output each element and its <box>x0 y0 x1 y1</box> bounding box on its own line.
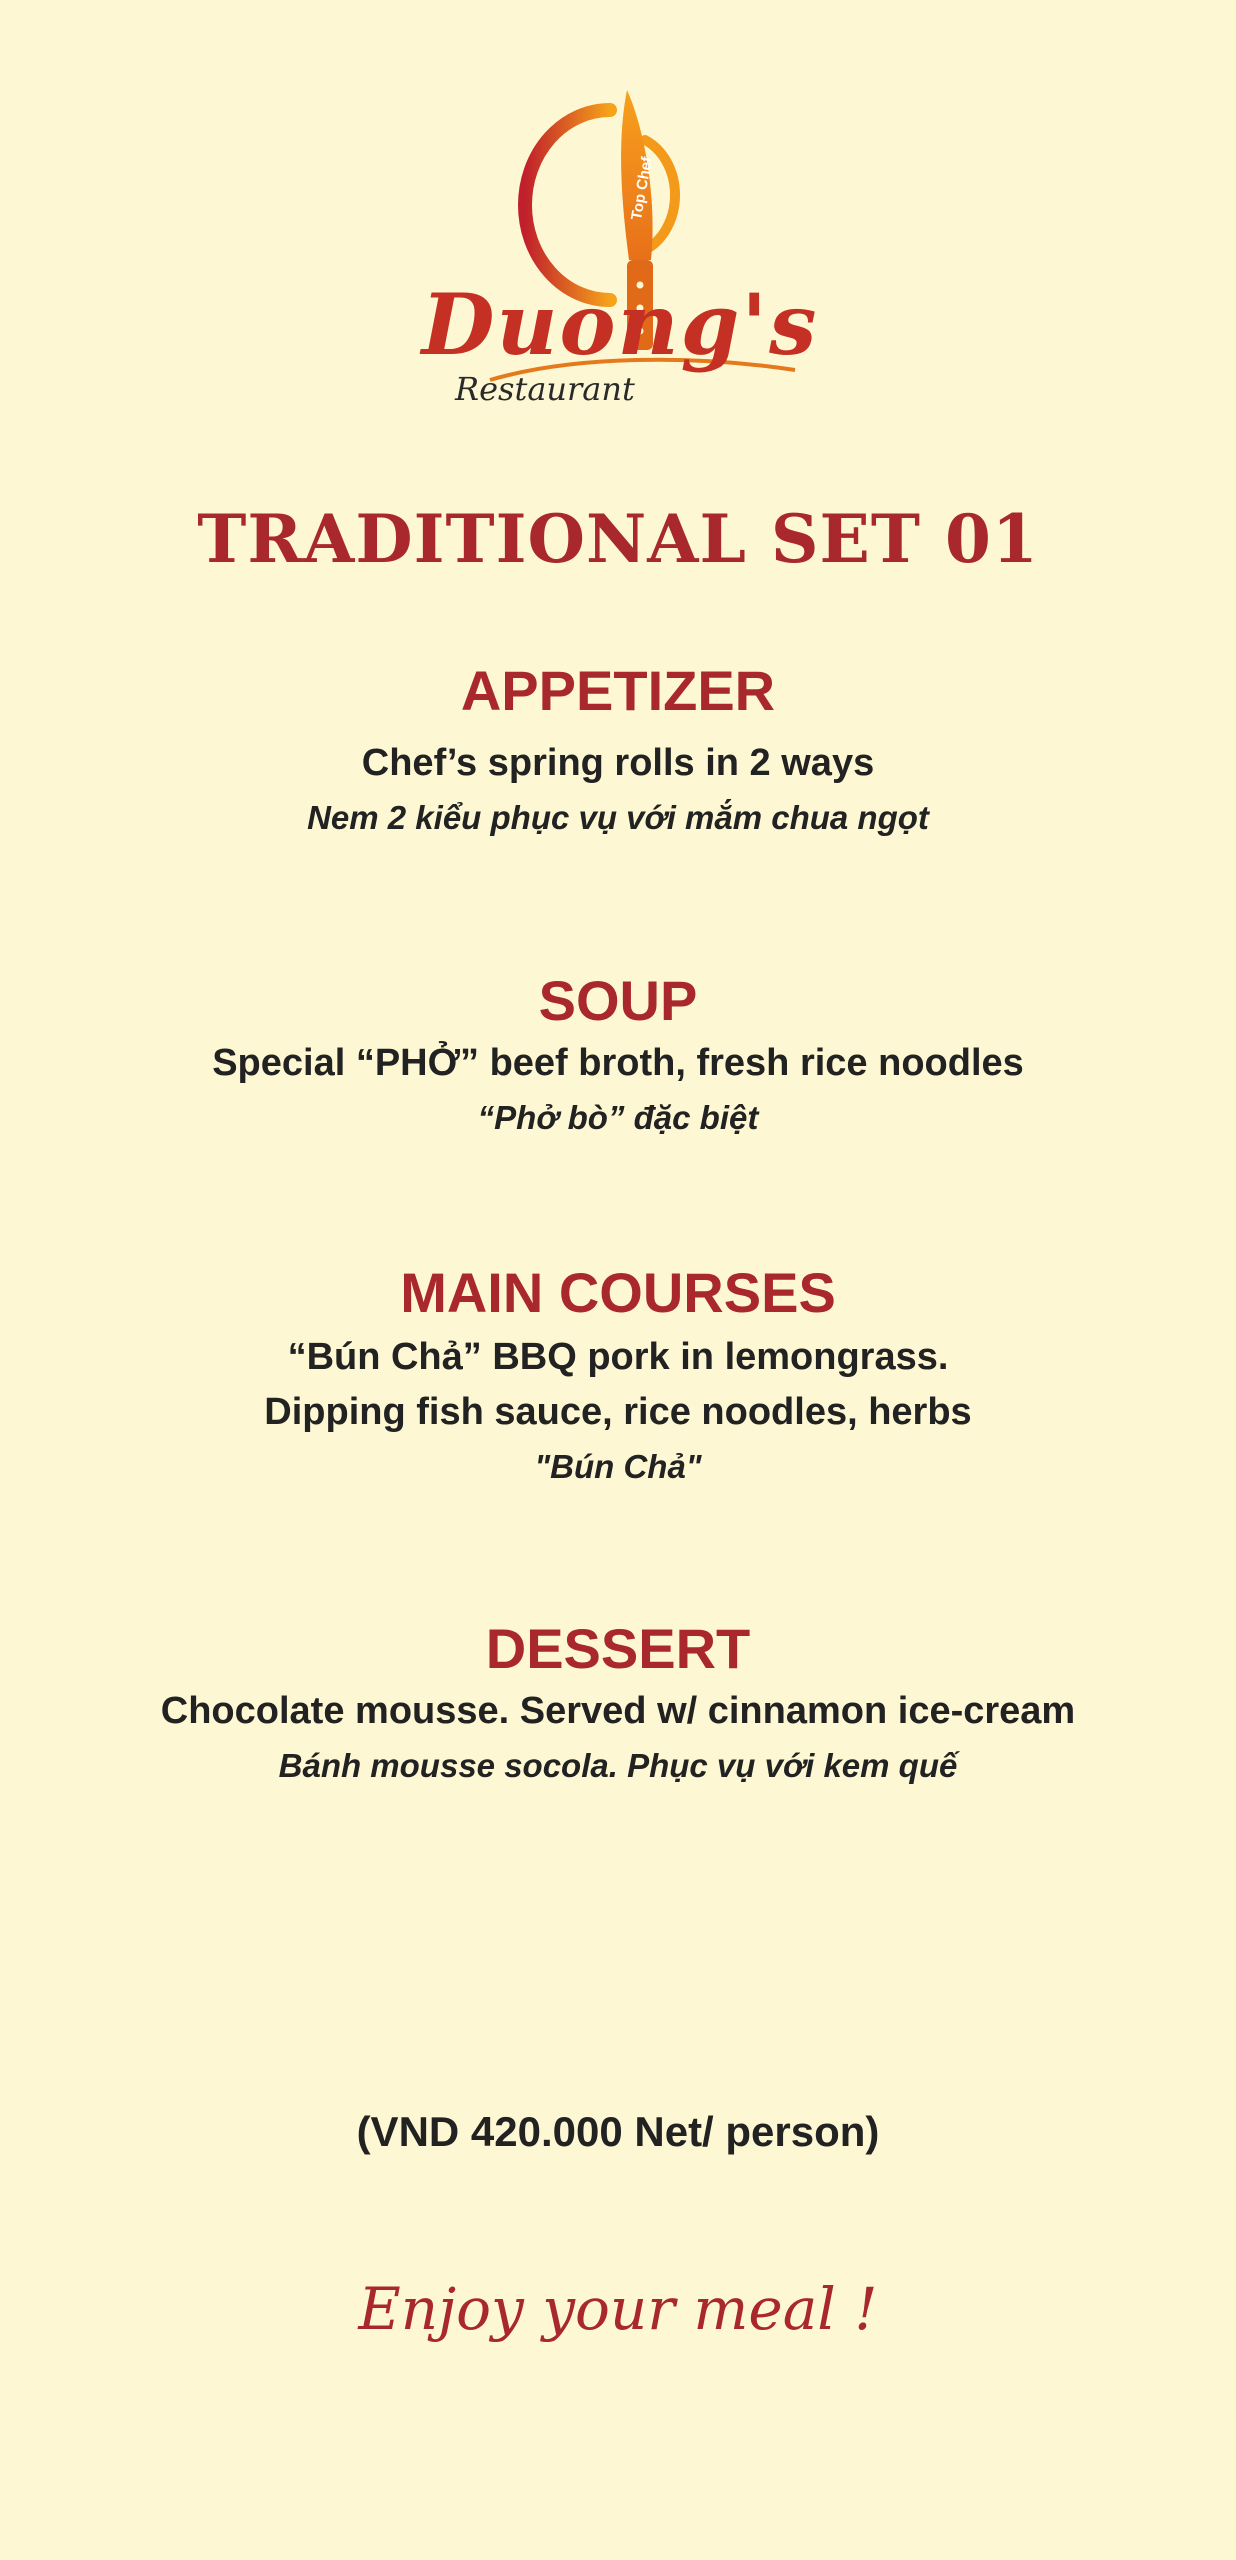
section-dessert <box>0 1618 1236 1793</box>
section-heading: APPETIZER <box>460 659 776 722</box>
section-soup <box>0 970 1236 1145</box>
dish-vietnamese: Bánh mousse socola. Phục vụ với kem quế <box>278 1746 958 1784</box>
dish-line: Chef’s spring rolls in 2 ways <box>361 741 875 784</box>
section-main-courses <box>0 1262 1236 1494</box>
menu-title: TRADITIONAL SET 01 <box>197 500 1039 578</box>
section-heading: DESSERT <box>485 1617 751 1680</box>
section-heading: MAIN COURSES <box>400 1261 836 1324</box>
set-price: (VND 420.000 Net/ person) <box>356 2108 880 2155</box>
section-appetizer <box>0 660 1236 845</box>
restaurant-logo <box>395 80 845 430</box>
dish-line: Chocolate mousse. Served w/ cinnamon ice-cream <box>160 1689 1076 1732</box>
logo-name: Duong's <box>421 275 819 374</box>
dish-vietnamese: "Bún Chả" <box>534 1447 702 1485</box>
logo-subtitle: Restaurant <box>455 370 635 408</box>
dish-line: “Bún Chả” BBQ pork in lemongrass. <box>287 1335 949 1378</box>
logo-badge: Top Chef <box>628 155 656 222</box>
dish-vietnamese: “Phở bò” đặc biệt <box>477 1098 759 1136</box>
section-heading: SOUP <box>538 969 698 1032</box>
dish-vietnamese: Nem 2 kiểu phục vụ với mắm chua ngọt <box>307 798 929 836</box>
closing-message: Enjoy your meal ! <box>358 2275 878 2343</box>
dish-line: Dipping fish sauce, rice noodles, herbs <box>264 1390 972 1433</box>
dish-line: Special “PHỞ” beef broth, fresh rice noodles <box>212 1041 1024 1084</box>
